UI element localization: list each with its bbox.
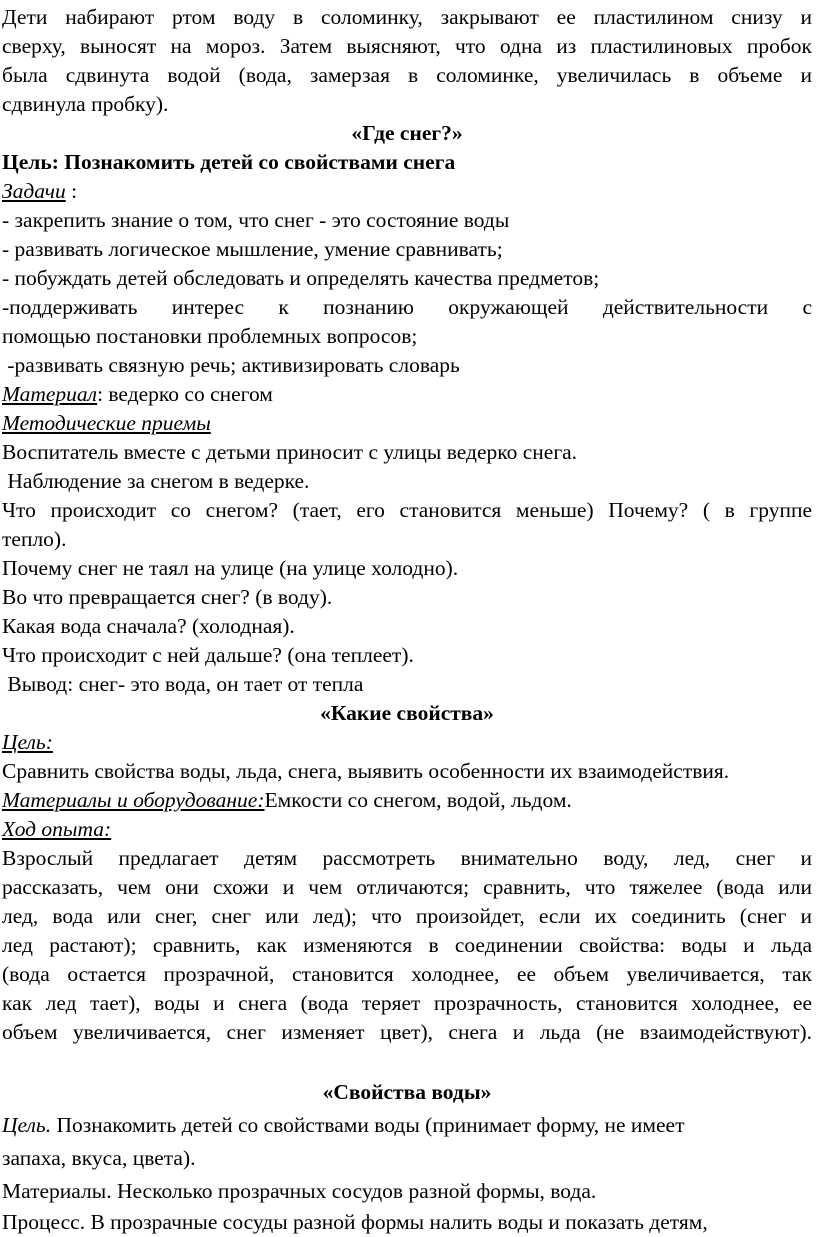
section2-process-label: Ход опыта: [2,817,112,841]
intro-line-1: Дети набирают ртом воду в соломинку, закрывают ее пластилином снизу и [2,5,812,29]
process-line-3: лед, вода или снег, снег или лед); что произойдет, если их соединить (снег и [2,904,812,928]
method-line-5: Почему снег не таял на улице (на улице холодно). [2,556,459,580]
intro-line-3: была сдвинута водой (вода, замерзая в соломинке, увеличилась в объеме и [2,63,812,87]
section3-title: «Свойства воды» [322,1080,492,1104]
task-item-4: -поддерживать интерес к познанию окружающей действительности с [2,295,812,319]
section1-goal: Цель: Познакомить детей со свойствами снега [2,150,456,174]
section2-process-heading [2,814,812,844]
section3-materials: Материалы. Несколько прозрачных сосудов разной формы, вода. [2,1179,597,1203]
task-item-1: - закрепить знание о том, что снег - это состояние воды [2,208,510,232]
process-line-6: как лед тает), воды и снега (вода теряет прозрачность, становится холоднее, ее [2,991,812,1015]
material-label: Материал [2,382,98,406]
process-line-4: лед растают); сравнить, как изменяются в соединении свойства: воды и льда [2,933,812,957]
section3-process: Процесс. В прозрачные сосуды разной формы налить воды и показать детям, [2,1210,708,1234]
method-line-8: Что происходит с ней дальше? (она теплеет). [2,643,414,667]
intro-line-2: сверху, выносят на мороз. Затем выясняют, что одна из пластилиновых пробок [2,34,812,58]
methods-label: Методические приемы [2,411,211,435]
task-item-2: - развивать логическое мышление, умение сравнивать; [2,237,503,261]
section2-goal-text: Сравнить свойства воды, льда, снега, выявить особенности их взаимодействия. [2,759,730,783]
section2-materials-label: Материалы и оборудование: [2,788,265,812]
section2-materials [2,785,812,815]
task-item-3: - побуждать детей обследовать и определять качества предметов; [2,266,600,290]
method-line-1: Воспитатель вместе с детьми приносит с улицы ведерко снега. [2,440,578,464]
process-line-1: Взрослый предлагает детям рассмотреть внимательно воду, лед, снег и [2,846,812,870]
section2-goal-label: Цель: [2,730,53,754]
intro-line-4: сдвинула пробку). [2,92,169,116]
material-text: : ведерко со снегом [97,382,273,406]
section2-title: «Какие свойства» [320,701,494,725]
section3-goal-label: Цель. [2,1113,52,1137]
task-item-4-cont: помощью постановки проблемных вопросов; [2,324,418,348]
section2-materials-text: Емкости со снегом, водой, льдом. [264,788,572,812]
tasks-label: Задачи [2,179,66,203]
task-item-5: -развивать связную речь; активизировать словарь [2,353,460,377]
process-line-2: рассказать, чем они схожи и чем отличаются; сравнить, что тяжелее (вода или [2,875,812,899]
section3-goal-text: Познакомить детей со свойствами воды (принимает форму, не имеет [51,1113,685,1137]
section1-methods-heading [2,408,812,438]
section3-goal-line-1 [2,1110,812,1140]
method-line-3: Что происходит со снегом? (тает, его становится меньше) Почему? ( в группе [2,498,812,522]
tasks-colon: : [65,179,78,203]
method-line-4: тепло). [2,527,67,551]
section3-goal-line-2: запаха, вкуса, цвета). [2,1146,196,1170]
method-conclusion: Вывод: снег- это вода, он тает от тепла [2,672,364,696]
process-line-5: (вода остается прозрачной, становится холоднее, ее объем увеличивается, так [2,962,812,986]
method-line-6: Во что превращается снег? (в воду). [2,585,333,609]
section2-goal-heading [2,727,812,757]
method-line-2: Наблюдение за снегом в ведерке. [2,469,310,493]
section1-material [2,379,812,409]
section1-tasks-heading [2,176,812,206]
method-line-7: Какая вода сначала? (холодная). [2,614,295,638]
section1-title: «Где снег?» [351,121,463,145]
process-line-7: объем увеличивается, снег изменяет цвет), снега и льда (не взаимодействуют). [2,1020,812,1044]
